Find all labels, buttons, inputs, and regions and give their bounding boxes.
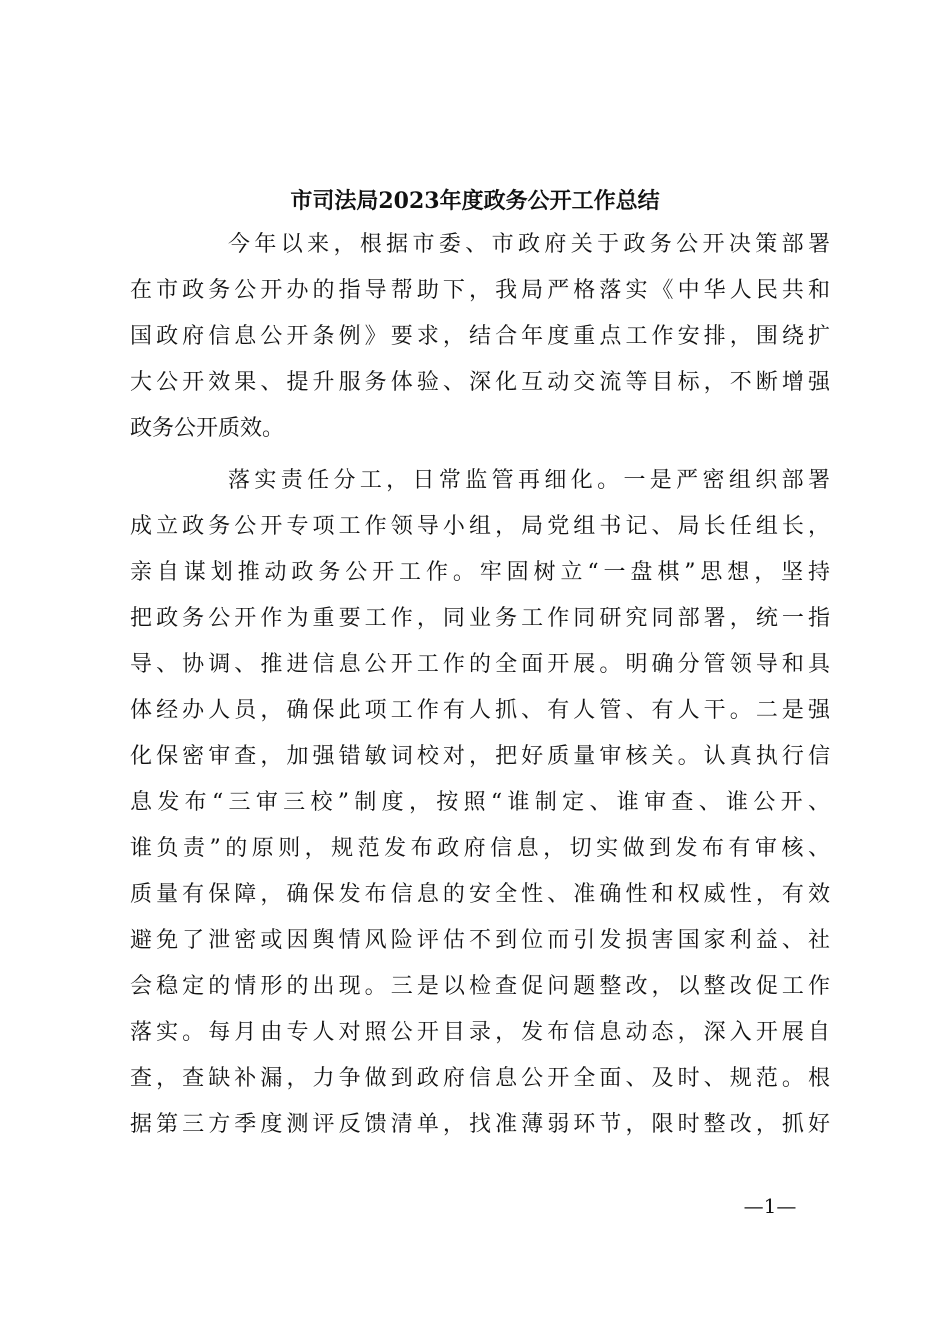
document-title: 市司法局2023年度政务公开工作总结 [290,188,660,214]
document-body [130,222,830,1148]
paragraph-1-line-2: 在市政务公开办的指导帮助下，我局严格落实《中华人民共和 [130,278,830,303]
page-number: —1— [743,1194,797,1218]
paragraph-2-line-14: 查，查缺补漏，力争做到政府信息公开全面、及时、规范。根 [130,1066,830,1091]
paragraph-2-line-2: 成立政务公开专项工作领导小组，局党组书记、局长任组长， [130,514,830,539]
paragraph-2-line-7: 化保密审查，加强错敏词校对，把好质量审核关。认真执行信 [130,744,830,769]
paragraph-2-line-10: 质量有保障，确保发布信息的安全性、准确性和权威性，有效 [130,882,830,907]
paragraph-2-line-11: 避免了泄密或因舆情风险评估不到位而引发损害国家利益、社 [130,928,830,953]
paragraph-2-line-9: 谁负责”的原则，规范发布政府信息，切实做到发布有审核、 [130,836,830,861]
paragraph-2-line-1: 落实责任分工，日常监管再细化。一是严密组织部署 [228,468,830,493]
paragraph-1-line-3: 国政府信息公开条例》要求，结合年度重点工作安排，围绕扩 [130,324,830,349]
paragraph-2-line-8: 息发布“三审三校”制度，按照“谁制定、谁审查、谁公开、 [130,790,830,815]
paragraph-2-line-5: 导、协调、推进信息公开工作的全面开展。明确分管领导和具 [130,652,830,677]
paragraph-2-line-6: 体经办人员，确保此项工作有人抓、有人管、有人干。二是强 [130,698,830,723]
paragraph-2-line-13: 落实。每月由专人对照公开目录，发布信息动态，深入开展自 [130,1020,830,1045]
paragraph-2-line-12: 会稳定的情形的出现。三是以检查促问题整改，以整改促工作 [130,974,830,999]
paragraph-1-line-4: 大公开效果、提升服务体验、深化互动交流等目标，不断增强 [130,370,830,395]
paragraph-2-line-3: 亲自谋划推动政务公开工作。牢固树立“一盘棋”思想，坚持 [130,560,830,585]
paragraph-2-line-15: 据第三方季度测评反馈清单，找准薄弱环节，限时整改，抓好 [130,1112,830,1137]
paragraph-2-line-4: 把政务公开作为重要工作，同业务工作同研究同部署，统一指 [130,606,830,631]
paragraph-1-line-1: 今年以来，根据市委、市政府关于政务公开决策部署 [228,232,830,257]
paragraph-1-line-5: 政务公开质效。 [130,416,285,441]
